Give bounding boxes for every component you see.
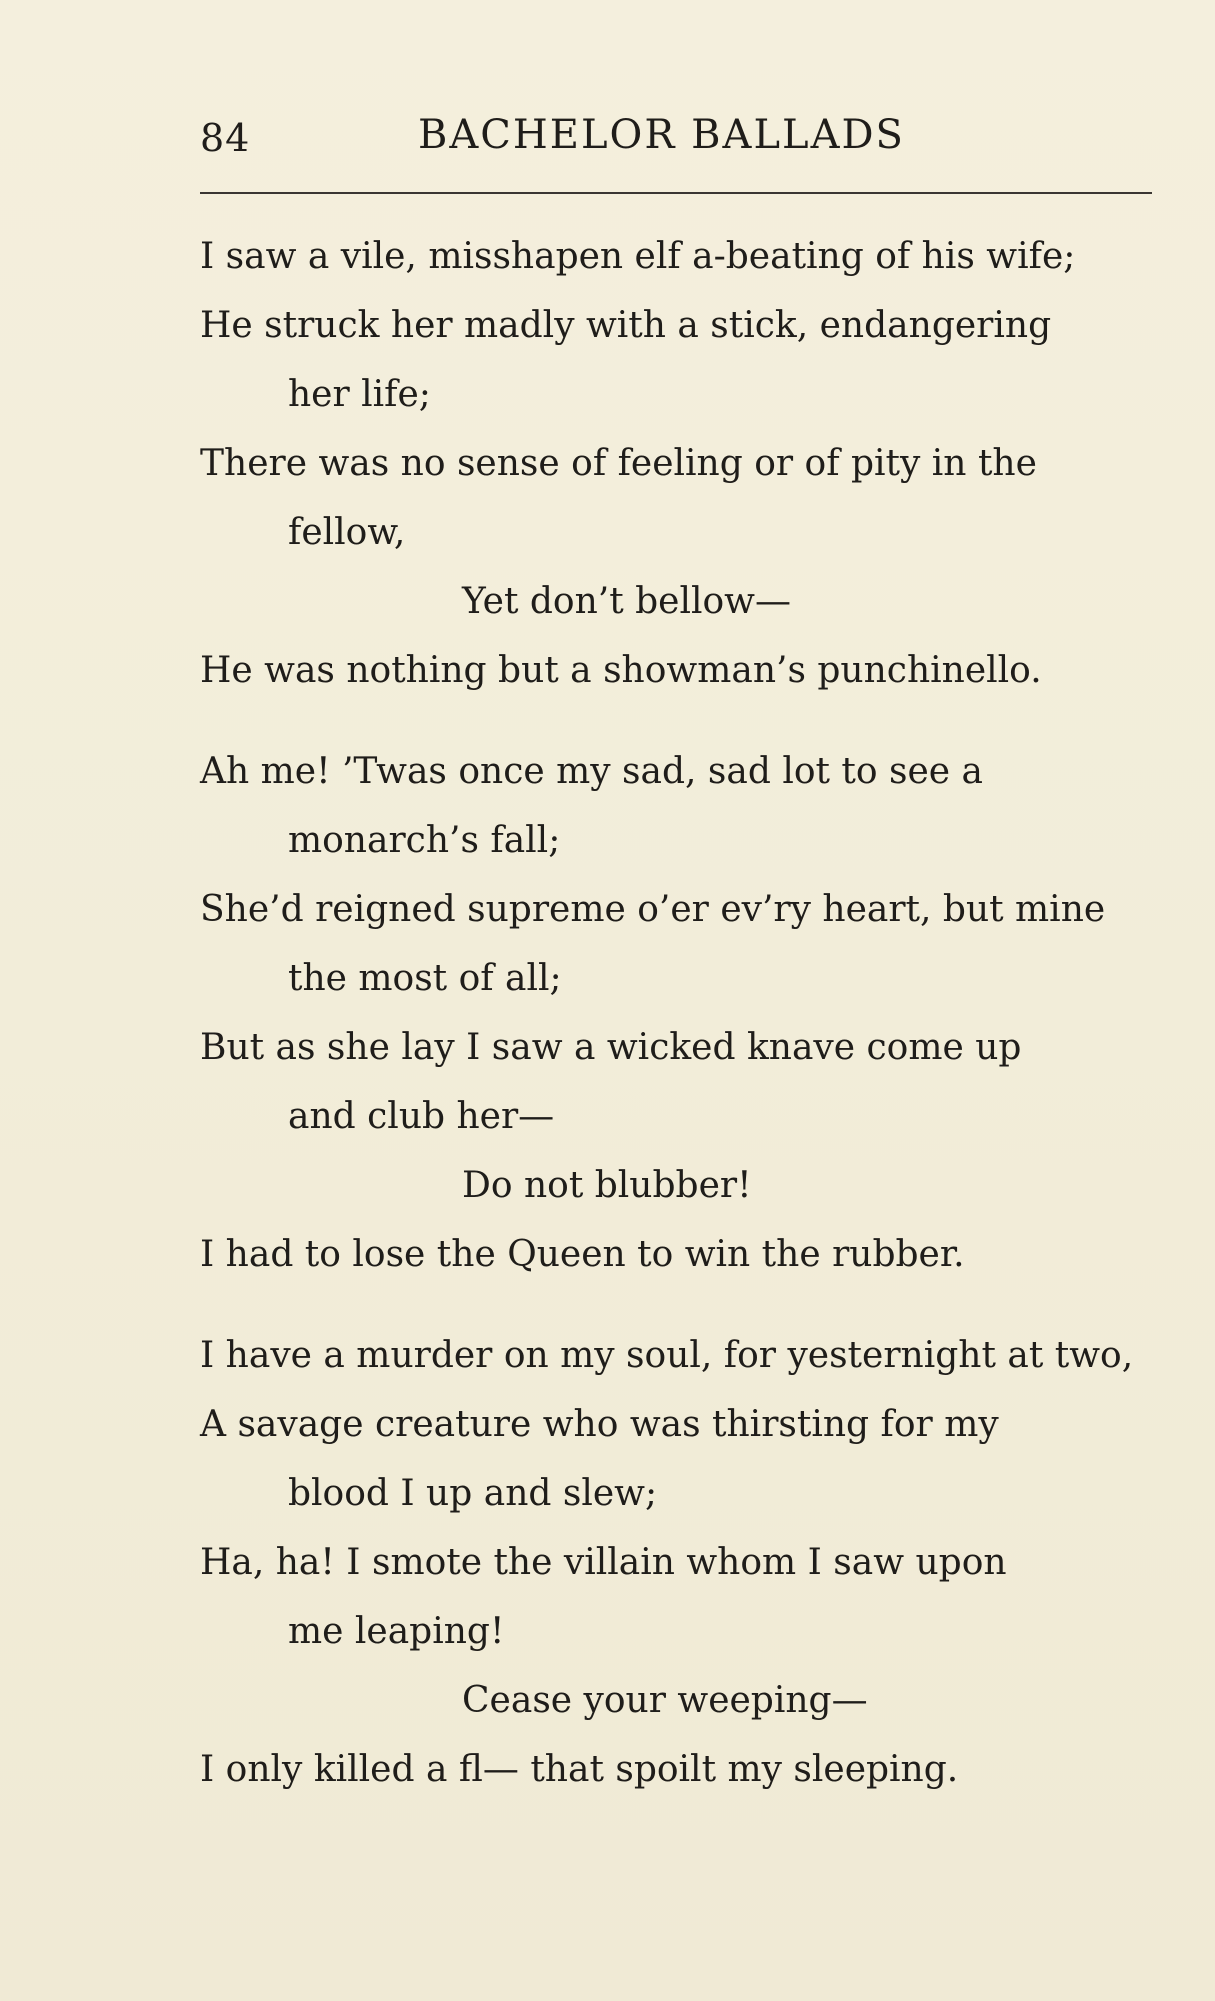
running-title: BACHELOR BALLADS [418, 112, 905, 158]
poem-line: I have a murder on my soul, for yesternight at two, [200, 1335, 1134, 1376]
page-header [200, 112, 1152, 162]
poem-line-continued: me leaping! [288, 1611, 505, 1652]
header-rule [200, 192, 1152, 194]
poem-line-continued: fellow, [288, 512, 406, 553]
poem-line: There was no sense of feeling or of pity in the [200, 443, 1037, 484]
poem-line: A savage creature who was thirsting for my [200, 1404, 999, 1445]
poem-line: He struck her madly with a stick, endangering [200, 305, 1052, 346]
poem-line: But as she lay I saw a wicked knave come up [200, 1027, 1022, 1068]
poem-line: I had to lose the Queen to win the rubber. [200, 1234, 965, 1275]
poem-line-continued: monarch’s fall; [288, 820, 561, 861]
poem-line-continued: the most of all; [288, 958, 562, 999]
poem [200, 222, 1160, 1836]
poem-line: I only killed a fl— that spoilt my sleeping. [200, 1749, 959, 1790]
stanza [200, 222, 1160, 705]
poem-refrain-line: Do not blubber! [462, 1165, 752, 1206]
stanza [200, 1321, 1160, 1804]
page-number: 84 [200, 116, 251, 160]
poem-line-continued: her life; [288, 374, 431, 415]
poem-refrain-line: Yet don’t bellow— [462, 581, 791, 622]
poem-line: Ah me! ’Twas once my sad, sad lot to see a [200, 751, 983, 792]
poem-refrain-line: Cease your weeping— [462, 1680, 868, 1721]
poem-line: He was nothing but a showman’s punchinello. [200, 650, 1042, 691]
poem-line: I saw a vile, misshapen elf a-beating of his wife; [200, 236, 1076, 277]
poem-line: Ha, ha! I smote the villain whom I saw upon [200, 1542, 1007, 1583]
stanza [200, 737, 1160, 1289]
poem-line-continued: blood I up and slew; [288, 1473, 658, 1514]
poem-line: She’d reigned supreme o’er ev’ry heart, but mine [200, 889, 1106, 930]
poem-line-continued: and club her— [288, 1096, 555, 1137]
